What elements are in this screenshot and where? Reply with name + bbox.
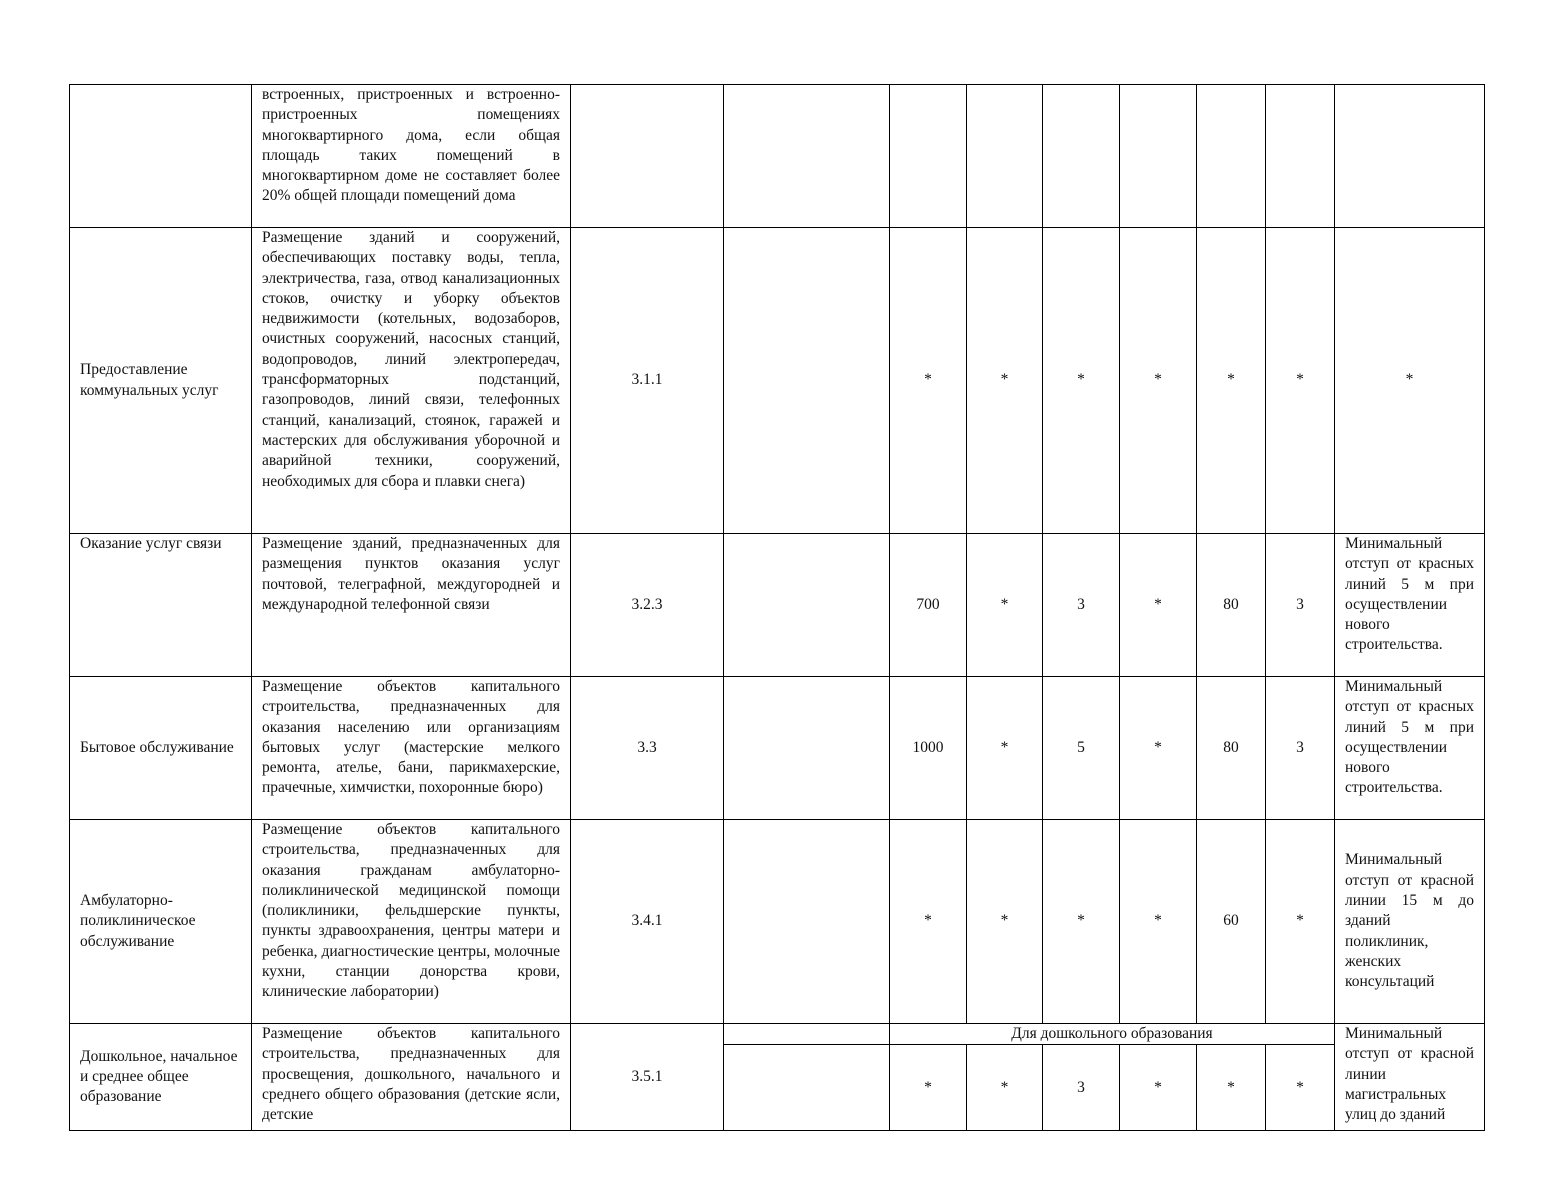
param-cell: 60 [1197, 820, 1266, 1024]
param-cell: * [1120, 534, 1197, 677]
land-use-description [252, 1024, 571, 1131]
param-cell: * [1197, 228, 1266, 534]
param-cell: * [890, 228, 967, 534]
param-cell: * [1266, 228, 1335, 534]
empty-cell [724, 1024, 890, 1045]
empty-cell [724, 534, 890, 677]
land-use-code: 3.5.1 [571, 1024, 724, 1131]
education-subheader: Для дошкольного образования [890, 1024, 1335, 1045]
table-row [70, 820, 1485, 1024]
param-cell [1266, 85, 1335, 228]
land-use-description: Размещение объектов капитального строительства, предназначенных для оказания гражданам амбулаторно-поликлинической медицинской помощи (поликлиники, фельдшерские пункты, пункты здравоохранения, центры матери и ребенка, диагностические центры, молочные кухни, станции донорства крови, клинические лаборатории) [252, 820, 571, 1024]
param-cell: 3 [1043, 534, 1120, 677]
land-use-name: Предоставление коммунальных услуг [70, 228, 252, 534]
param-cell: * [967, 228, 1043, 534]
param-cell: * [1043, 820, 1120, 1024]
land-use-description: встроенных, пристроенных и встроенно-пристроенных помещениях многоквартирного дома, если общая площадь таких помещений в многоквартирном доме не составляет более 20% общей площади помещений дома [252, 85, 571, 228]
table-row [70, 677, 1485, 820]
empty-cell [724, 228, 890, 534]
zoning-regulations-table [69, 84, 1485, 1131]
land-use-description: Размещение зданий, предназначенных для размещения пунктов оказания услуг почтовой, телеграфной, междугородней и международной телефонной связи [252, 534, 571, 677]
land-use-code: 3.2.3 [571, 534, 724, 677]
param-cell [890, 85, 967, 228]
land-use-code: 3.3 [571, 677, 724, 820]
param-cell [1043, 85, 1120, 228]
empty-cell [724, 677, 890, 820]
land-use-name: Дошкольное, начальное и среднее общее образование [70, 1024, 252, 1131]
restriction-note-text: Минимальный отступ от красной линии магистральных улиц до зданий [1345, 1025, 1474, 1124]
land-use-code [571, 85, 724, 228]
param-cell [1120, 85, 1197, 228]
param-cell: 80 [1197, 677, 1266, 820]
land-use-code: 3.4.1 [571, 820, 724, 1024]
restriction-note: Минимальный отступ от красных линий 5 м при осуществлении нового строительства. [1335, 677, 1485, 820]
table-row [70, 1024, 1485, 1045]
land-use-name: Бытовое обслуживание [70, 677, 252, 820]
param-cell: * [1197, 1045, 1266, 1131]
land-use-description: Размещение зданий и сооружений, обеспечивающих поставку воды, тепла, электричества, газа, отвод канализационных стоков, очистку и уборку объектов недвижимости (котельных, водозаборов, очистных сооружений, насосных станций, водопроводов, линий электропередач, трансформаторных подстанций, газопроводов, линий связи, телефонных станций, канализаций, стоянок, гаражей и мастерских для обслуживания уборочной и аварийной техники, сооружений, необходимых для сбора и плавки снега) [252, 228, 571, 534]
table-row [70, 534, 1485, 677]
param-cell: 5 [1043, 677, 1120, 820]
param-cell: 3 [1266, 534, 1335, 677]
param-cell: * [967, 1045, 1043, 1131]
table-row [70, 228, 1485, 534]
param-cell: * [1120, 677, 1197, 820]
param-cell: 80 [1197, 534, 1266, 677]
param-cell: 3 [1043, 1045, 1120, 1131]
param-cell: * [1266, 820, 1335, 1024]
param-cell: 700 [890, 534, 967, 677]
restriction-note: * [1335, 228, 1485, 534]
land-use-name: Амбулаторно-поликлиническое обслуживание [70, 820, 252, 1024]
param-cell: * [1043, 228, 1120, 534]
param-cell: 3 [1266, 677, 1335, 820]
land-use-description: Размещение объектов капитального строительства, предназначенных для оказания населению или организациям бытовых услуг (мастерские мелкого ремонта, ателье, бани, парикмахерские, прачечные, химчистки, похоронные бюро) [252, 677, 571, 820]
param-cell: * [890, 820, 967, 1024]
restriction-note: Минимальный отступ от красной линии 15 м до зданий поликлиник, женских консультаций [1335, 820, 1485, 1024]
param-cell: * [890, 1045, 967, 1131]
param-cell: * [967, 820, 1043, 1024]
param-cell: * [967, 534, 1043, 677]
restriction-note: Минимальный отступ от красных линий 5 м при осуществлении нового строительства. [1335, 534, 1485, 677]
restriction-note [1335, 85, 1485, 228]
land-use-name [70, 85, 252, 228]
param-cell: * [1120, 1045, 1197, 1131]
param-cell [967, 85, 1043, 228]
land-use-description-text: Размещение объектов капитального строительства, предназначенных для просвещения, дошкольного, начального и среднего общего образования (детские ясли, детские [262, 1025, 560, 1124]
param-cell: 1000 [890, 677, 967, 820]
param-cell: * [1266, 1045, 1335, 1131]
empty-cell [724, 1045, 890, 1131]
table-row [70, 85, 1485, 228]
param-cell: * [967, 677, 1043, 820]
param-cell: * [1120, 228, 1197, 534]
land-use-name: Оказание услуг связи [70, 534, 252, 677]
param-cell: * [1120, 820, 1197, 1024]
restriction-note [1335, 1024, 1485, 1131]
param-cell [1197, 85, 1266, 228]
empty-cell [724, 85, 890, 228]
land-use-code: 3.1.1 [571, 228, 724, 534]
empty-cell [724, 820, 890, 1024]
